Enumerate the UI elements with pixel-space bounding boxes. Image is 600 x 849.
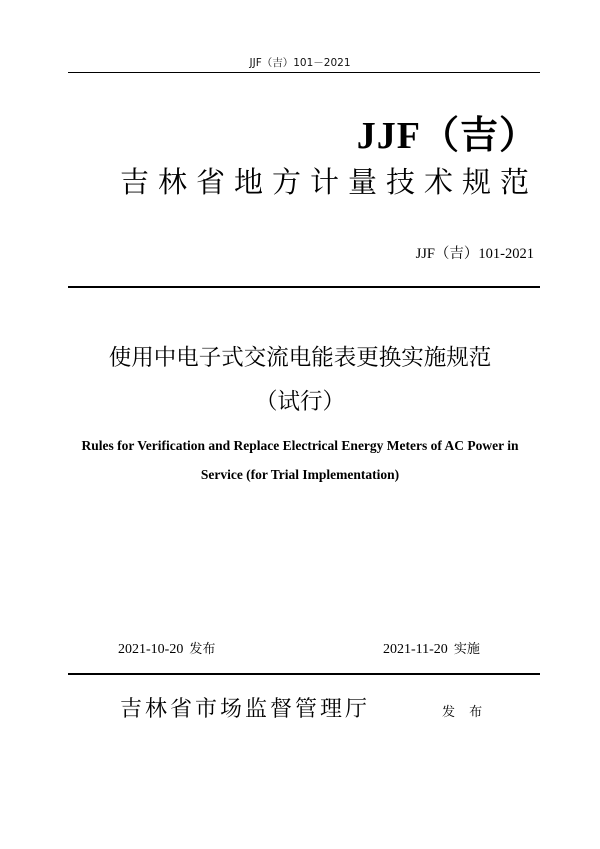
title-rule-top — [68, 286, 540, 288]
series-code: JJF（吉） — [356, 115, 538, 157]
issued-label: 发 布 — [442, 705, 488, 720]
implement-date-value: 2021-11-20 — [383, 642, 448, 657]
implement-label: 实施 — [453, 642, 480, 657]
category-title: 吉林省地方计量技术规范 — [119, 165, 538, 199]
english-title-line2: Service (for Trial Implementation) — [200, 467, 400, 482]
english-title-line1: Rules for Verification and Replace Electrical Energy Meters of AC Power in — [81, 438, 519, 453]
running-header: JJF（吉）101－2021 — [249, 57, 351, 69]
chinese-title-line1: 使用中电子式交流电能表更换实施规范 — [108, 345, 492, 371]
implement-date — [383, 638, 480, 658]
publish-date — [118, 638, 215, 658]
footer-rule — [68, 673, 540, 675]
header-rule — [68, 72, 540, 73]
publish-date-value: 2021-10-20 — [118, 642, 184, 657]
publish-label: 发布 — [189, 642, 216, 657]
chinese-title-line2: （试行） — [254, 389, 345, 415]
issuing-authority: 吉林省市场监督管理厅 — [120, 697, 371, 722]
document-number: JJF（吉）101-2021 — [415, 246, 534, 262]
